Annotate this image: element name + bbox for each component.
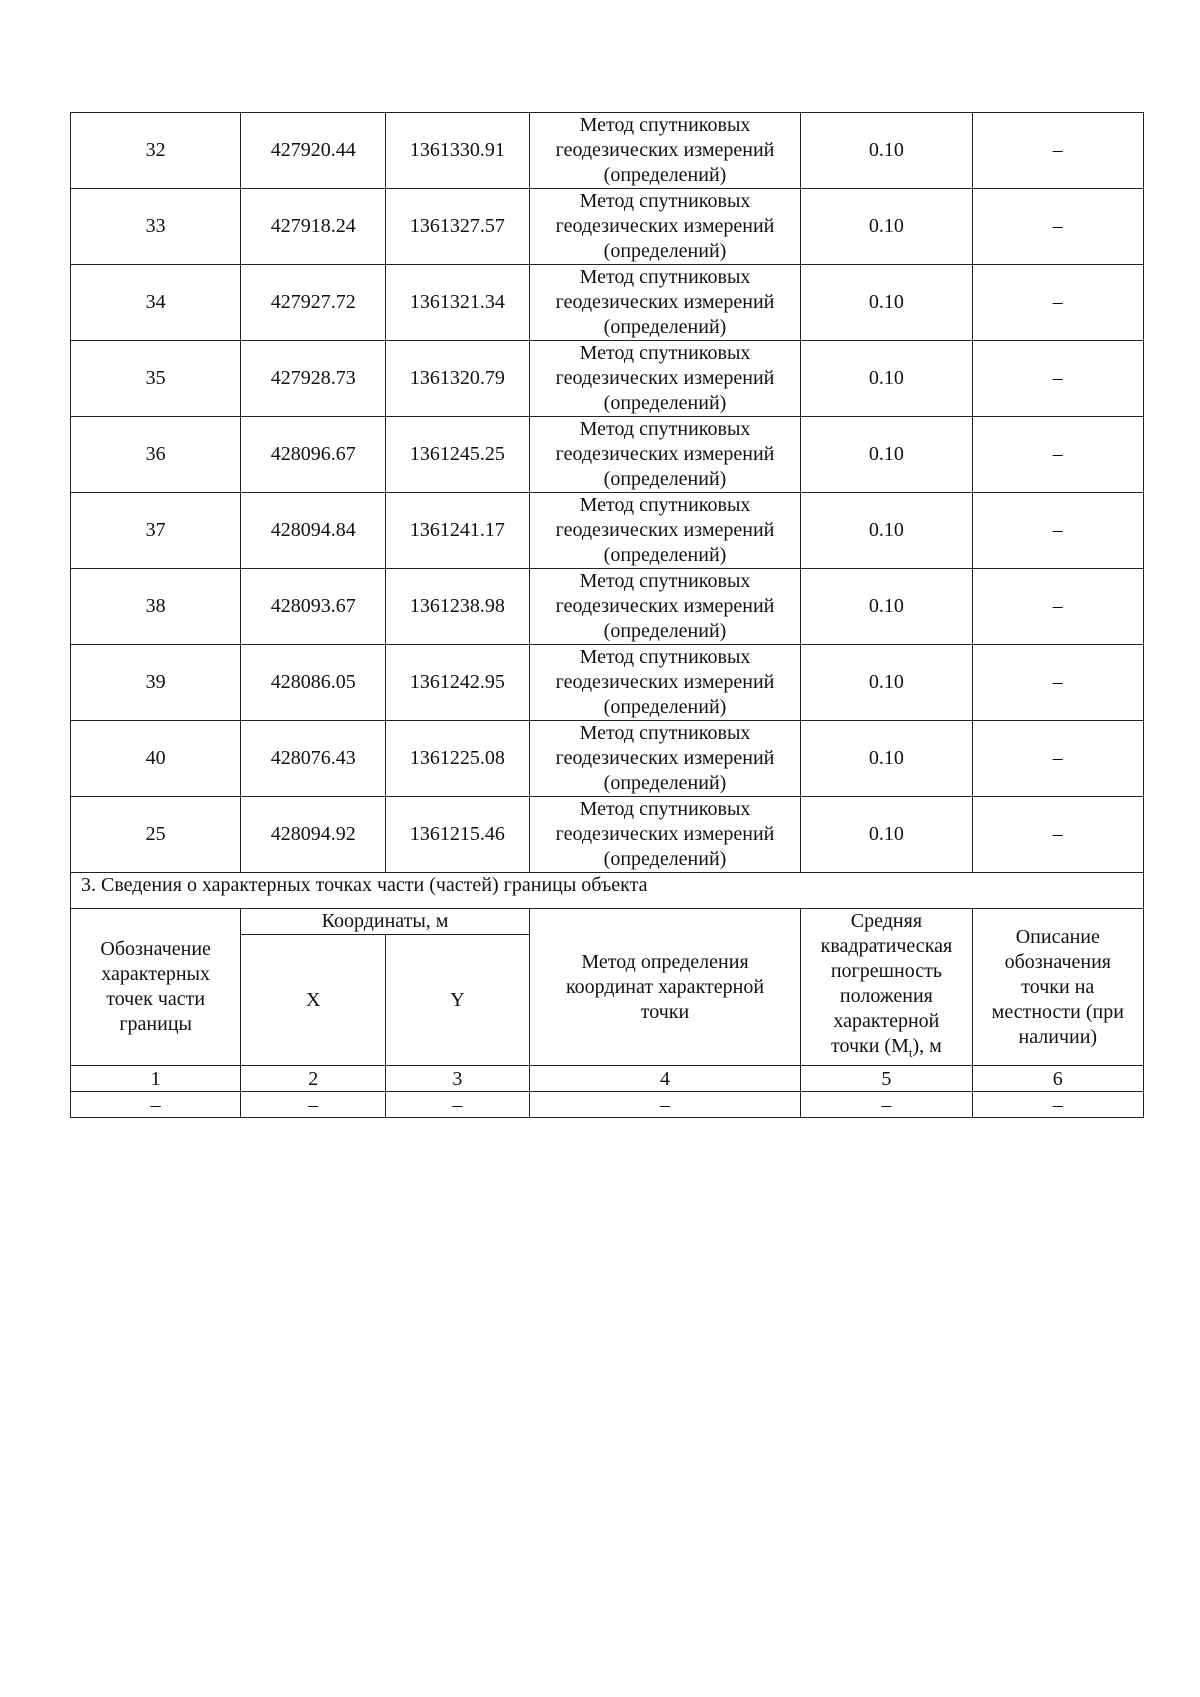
table-row [71, 265, 1144, 341]
column-number: 2 [241, 1066, 386, 1092]
accuracy-cell: 0.10 [801, 113, 972, 189]
x-coordinate-cell: 428094.92 [241, 797, 386, 873]
point-number-cell: 32 [71, 113, 241, 189]
description-cell: – [972, 417, 1143, 493]
method-cell: Метод спутниковых геодезических измерений (определений) [529, 265, 800, 341]
accuracy-cell: 0.10 [801, 189, 972, 265]
method-cell: Метод спутниковых геодезических измерений (определений) [529, 569, 800, 645]
y-coordinate-cell: 1361242.95 [386, 645, 530, 721]
method-cell: Метод спутниковых геодезических измерений (определений) [529, 645, 800, 721]
description-cell: – [972, 341, 1143, 417]
point-number-cell: 35 [71, 341, 241, 417]
boundary-points-table [70, 112, 1144, 1118]
point-number-cell: 37 [71, 493, 241, 569]
y-coordinate-cell: 1361238.98 [386, 569, 530, 645]
point-number-cell: 34 [71, 265, 241, 341]
header-accuracy: Средняя квадратическая погрешность положения характерной точки $(M_t)$, м [801, 909, 972, 1066]
table-row [71, 797, 1144, 873]
description-cell: – [972, 265, 1143, 341]
empty-row [71, 1092, 1144, 1118]
y-coordinate-cell: 1361241.17 [386, 493, 530, 569]
method-cell: Метод спутниковых геодезических измерений (определений) [529, 721, 800, 797]
description-cell: – [972, 721, 1143, 797]
table-row [71, 341, 1144, 417]
point-number-cell: 25 [71, 797, 241, 873]
accuracy-cell: 0.10 [801, 721, 972, 797]
accuracy-cell: 0.10 [801, 341, 972, 417]
point-number-cell: 33 [71, 189, 241, 265]
empty-cell: – [529, 1092, 800, 1118]
y-coordinate-cell: 1361320.79 [386, 341, 530, 417]
y-coordinate-cell: 1361327.57 [386, 189, 530, 265]
header-y: Y [386, 935, 530, 1066]
method-cell: Метод спутниковых геодезических измерений (определений) [529, 113, 800, 189]
point-number-cell: 38 [71, 569, 241, 645]
column-number: 5 [801, 1066, 972, 1092]
y-coordinate-cell: 1361225.08 [386, 721, 530, 797]
y-coordinate-cell: 1361215.46 [386, 797, 530, 873]
column-number: 4 [529, 1066, 800, 1092]
method-cell: Метод спутниковых геодезических измерений (определений) [529, 797, 800, 873]
point-number-cell: 36 [71, 417, 241, 493]
table-row [71, 721, 1144, 797]
empty-cell: – [386, 1092, 530, 1118]
description-cell: – [972, 569, 1143, 645]
x-coordinate-cell: 428094.84 [241, 493, 386, 569]
description-cell: – [972, 113, 1143, 189]
description-cell: – [972, 797, 1143, 873]
header-designation: Обозначение характерных точек части границы [71, 909, 241, 1066]
header-x: X [241, 935, 386, 1066]
header-description: Описание обозначения точки на местности (при наличии) [972, 909, 1143, 1066]
x-coordinate-cell: 427920.44 [241, 113, 386, 189]
accuracy-cell: 0.10 [801, 797, 972, 873]
y-coordinate-cell: 1361245.25 [386, 417, 530, 493]
method-cell: Метод спутниковых геодезических измерений (определений) [529, 493, 800, 569]
section-3-title: 3. Сведения о характерных точках части (частей) границы объекта [71, 873, 1144, 909]
table-row [71, 417, 1144, 493]
accuracy-cell: 0.10 [801, 417, 972, 493]
description-cell: – [972, 189, 1143, 265]
point-number-cell: 39 [71, 645, 241, 721]
header-coordinates: Координаты, м [241, 909, 529, 935]
empty-cell: – [972, 1092, 1143, 1118]
header-method: Метод определения координат характерной точки [529, 909, 800, 1066]
accuracy-cell: 0.10 [801, 493, 972, 569]
x-coordinate-cell: 428076.43 [241, 721, 386, 797]
accuracy-cell: 0.10 [801, 265, 972, 341]
table-row [71, 189, 1144, 265]
y-coordinate-cell: 1361321.34 [386, 265, 530, 341]
method-cell: Метод спутниковых геодезических измерений (определений) [529, 417, 800, 493]
point-number-cell: 40 [71, 721, 241, 797]
empty-cell: – [71, 1092, 241, 1118]
table-row [71, 113, 1144, 189]
x-coordinate-cell: 427927.72 [241, 265, 386, 341]
description-cell: – [972, 493, 1143, 569]
table-row [71, 569, 1144, 645]
table-row [71, 493, 1144, 569]
accuracy-cell: 0.10 [801, 645, 972, 721]
empty-cell: – [241, 1092, 386, 1118]
column-numbers-row [71, 1066, 1144, 1092]
description-cell: – [972, 645, 1143, 721]
column-number: 3 [386, 1066, 530, 1092]
x-coordinate-cell: 427928.73 [241, 341, 386, 417]
column-number: 1 [71, 1066, 241, 1092]
x-coordinate-cell: 428086.05 [241, 645, 386, 721]
method-cell: Метод спутниковых геодезических измерений (определений) [529, 341, 800, 417]
x-coordinate-cell: 428096.67 [241, 417, 386, 493]
x-coordinate-cell: 427918.24 [241, 189, 386, 265]
empty-cell: – [801, 1092, 972, 1118]
accuracy-cell: 0.10 [801, 569, 972, 645]
y-coordinate-cell: 1361330.91 [386, 113, 530, 189]
column-number: 6 [972, 1066, 1143, 1092]
x-coordinate-cell: 428093.67 [241, 569, 386, 645]
table-row [71, 645, 1144, 721]
method-cell: Метод спутниковых геодезических измерений (определений) [529, 189, 800, 265]
